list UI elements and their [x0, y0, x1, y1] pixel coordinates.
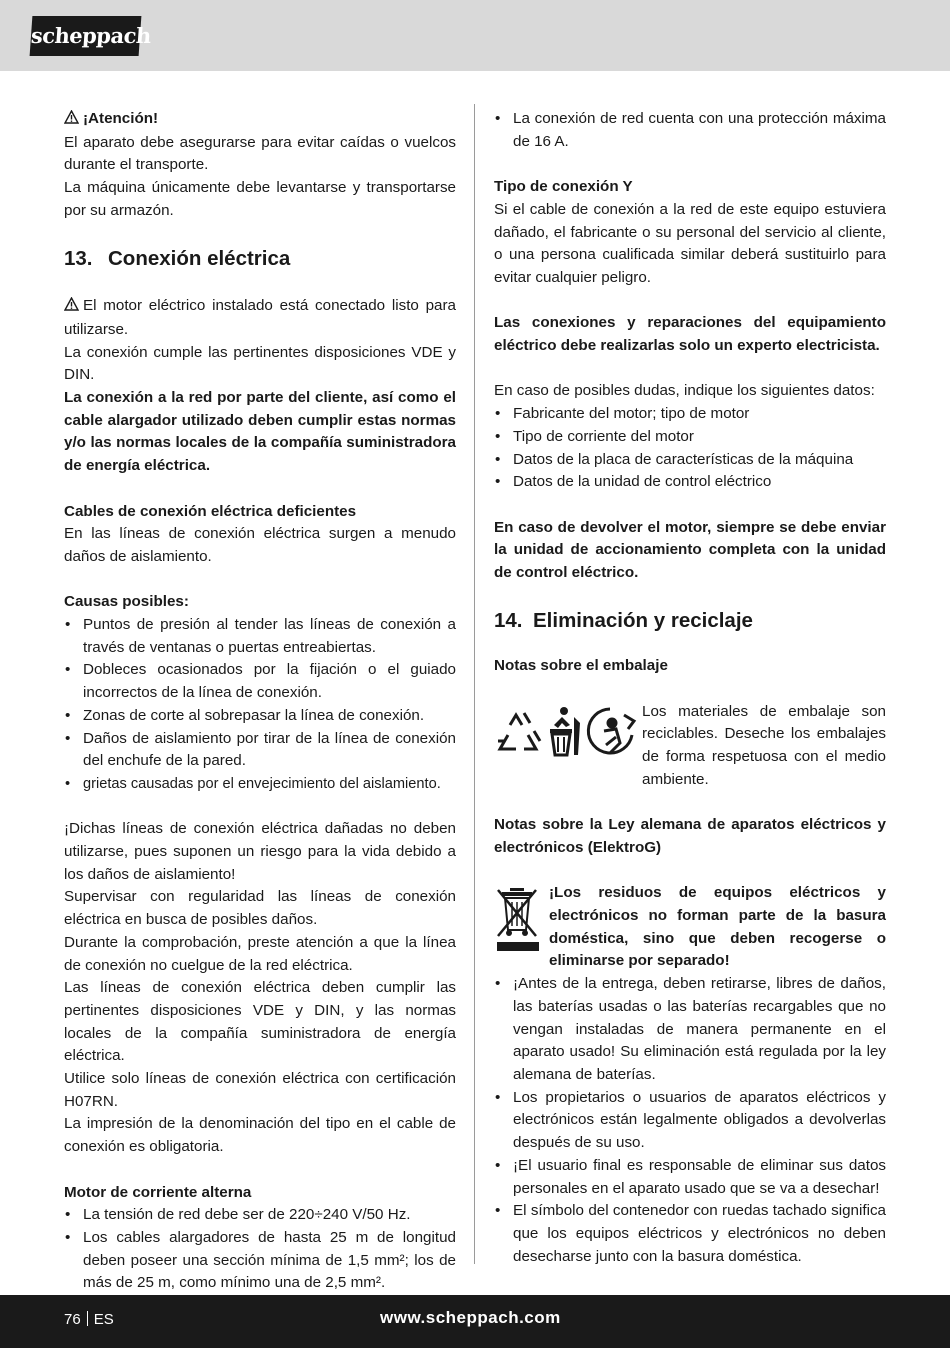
left-column: [64, 108, 456, 1295]
list-item: • Los propietarios o usuarios de aparatos eléctricos y electrónicos están legalmente obligados a devolverlas después de su uso.: [494, 1087, 886, 1155]
column-divider: [474, 104, 475, 1264]
scheppach-logo: [30, 16, 152, 56]
list-item: • La conexión de red cuenta con una protección máxima de 16 A.: [494, 108, 886, 153]
right-column: [494, 108, 886, 1268]
crossed-bin-icon: [494, 886, 549, 960]
logo-text: scheppach: [30, 23, 152, 48]
list-item: • Zonas de corte al sobrepasar la línea de conexión.: [64, 705, 456, 728]
page-footer: [0, 1295, 950, 1348]
section-13-heading: [64, 245, 456, 273]
causes-list: [64, 614, 456, 796]
weee-block: [494, 882, 886, 973]
list-item: • grietas causadas por el envejecimiento del aislamiento.: [64, 773, 456, 796]
list-item: • Daños de aislamiento por tirar de la línea de conexión del enchufe de la pared.: [64, 728, 456, 773]
website-link[interactable]: www.scheppach.com: [380, 1308, 561, 1327]
recycle-icon: [498, 713, 540, 749]
list-item: • Los cables alargadores de hasta 25 m de longitud deben poseer una sección mínima de 1,5 mm²; los de más de 25 m, como mínimo una de 2,5 mm².: [64, 1227, 456, 1295]
warning-icon: [64, 109, 79, 132]
attention-text: El aparato debe asegurarse para evitar caídas o vuelcos durante el transporte.: [64, 133, 456, 174]
list-item: • ¡Antes de la entrega, deben retirarse, libres de daños, las baterías usadas o las baterías recargables que no vengan instaladas de manera permanente en el aparato usado! Su eliminación está regulada por la ley alemana de baterías.: [494, 973, 886, 1087]
recycling-icons: [494, 701, 642, 781]
footer-separator: [87, 1311, 88, 1326]
list-item: • Puntos de presión al tender las líneas de conexión a través de ventanas o puertas entreabiertas.: [64, 614, 456, 659]
paragraph: Supervisar con regularidad las líneas de conexión eléctrica en busca de posibles daños.: [64, 888, 456, 929]
motor-ready-text: [64, 295, 456, 341]
section-14-number: 14.: [494, 609, 523, 633]
vde-text: La conexión cumple las pertinentes disposiciones VDE y DIN.: [64, 343, 456, 384]
weee-warning-text: ¡Los residuos de equipos eléctricos y electrónicos no forman parte de la basura doméstica, sino que deben recogerse o eliminarse por separado!: [549, 884, 886, 970]
list-item: • Datos de la placa de características de la máquina: [494, 449, 886, 472]
list-item: • Tipo de corriente del motor: [494, 426, 886, 449]
section-13-title: Conexión eléctrica: [108, 247, 291, 271]
paragraph: La impresión de la denominación del tipo en el cable de conexión es obligatoria.: [64, 1115, 456, 1156]
attention-title: ¡Atención!: [83, 110, 159, 127]
type-y-heading: Tipo de conexión Y: [494, 178, 633, 196]
protection-list: [494, 108, 886, 153]
language-code: ES: [93, 1311, 114, 1328]
warning-icon: [64, 296, 79, 319]
paragraph: ¡Dichas líneas de conexión eléctrica dañadas no deben utilizarse, pues suponen un riesgo para la vida debido a los daños de aislamiento!: [64, 820, 456, 883]
lift-text: La máquina únicamente debe levantarse y transportarse por su armazón.: [64, 179, 456, 219]
list-item: • Dobleces ocasionados por la fijación o el guiado incorrectos de la línea de conexión.: [64, 659, 456, 704]
elektrog-heading: Notas sobre la Ley alemana de aparatos eléctricos y electrónicos (ElektroG): [494, 816, 886, 856]
attention-heading: [64, 108, 456, 132]
page-indicator: [64, 1311, 114, 1328]
list-item: • El símbolo del contenedor con ruedas tachado significa que los equipos eléctricos y electrónicos no deben desecharse junto con la basura doméstica.: [494, 1200, 886, 1268]
ac-motor-list: [64, 1204, 456, 1295]
type-y-text: Si el cable de conexión a la red de este equipo estuviera dañado, el fabricante o su personal del servicio al cliente, o una persona cualificada similar deberá sustituirlo para evitar cualquier peligro.: [494, 200, 886, 286]
cables-heading: Cables de conexión eléctrica deficientes: [64, 502, 357, 520]
section-14-title: Eliminación y reciclaje: [533, 609, 753, 633]
trash-icon: [550, 707, 580, 755]
doubts-intro: En caso de posibles dudas, indique los siguientes datos:: [494, 382, 875, 400]
paragraph: Las líneas de conexión eléctrica deben cumplir las pertinentes disposiciones VDE y DIN, y las normas locales de la compañía suministradora de energía eléctrica.: [64, 979, 456, 1065]
paragraph: Durante la comprobación, preste atención a que la línea de conexión no cuelgue de la red eléctrica.: [64, 933, 456, 974]
section-14-heading: [494, 607, 886, 635]
weee-list: [494, 973, 886, 1268]
return-motor-text: En caso de devolver el motor, siempre se debe enviar la unidad de accionamiento completa con la unidad de control eléctrico.: [494, 518, 886, 581]
customer-connection-text: La conexión a la red por parte del cliente, así como el cable alargador utilizado deben cumplir estas normas y/o las normas locales de la compañía suministradora de energía eléctrica.: [64, 389, 456, 475]
cables-text: En las líneas de conexión eléctrica surgen a menudo daños de aislamiento.: [64, 525, 456, 565]
repairs-text: Las conexiones y reparaciones del equipamiento eléctrico debe realizarlas solo un experto electricista.: [494, 314, 886, 354]
recycle-person-icon: [588, 709, 634, 753]
causes-heading: Causas posibles:: [64, 593, 189, 611]
packaging-heading: Notas sobre el embalaje: [494, 657, 668, 675]
list-item: • La tensión de red debe ser de 220÷240 V/50 Hz.: [64, 1204, 456, 1227]
section-13-number: 13.: [64, 247, 93, 271]
doubts-list: [494, 403, 886, 494]
paragraph: Utilice solo líneas de conexión eléctrica con certificación H07RN.: [64, 1070, 456, 1110]
packaging-block: [494, 701, 886, 792]
list-item: • Datos de la unidad de control eléctrico: [494, 471, 886, 494]
list-item: • Fabricante del motor; tipo de motor: [494, 403, 886, 426]
list-item: • ¡El usuario final es responsable de eliminar sus datos personales en el aparato usado que se va a desechar!: [494, 1155, 886, 1200]
motor-ready-label: El motor eléctrico instalado está conectado listo para utilizarse.: [64, 297, 456, 338]
page-number: 76: [64, 1311, 81, 1328]
page-header: [0, 0, 950, 71]
ac-motor-heading: Motor de corriente alterna: [64, 1183, 252, 1201]
packaging-text: Los materiales de embalaje son reciclables. Deseche los embalajes de forma respetuosa con el medio ambiente.: [642, 702, 886, 788]
